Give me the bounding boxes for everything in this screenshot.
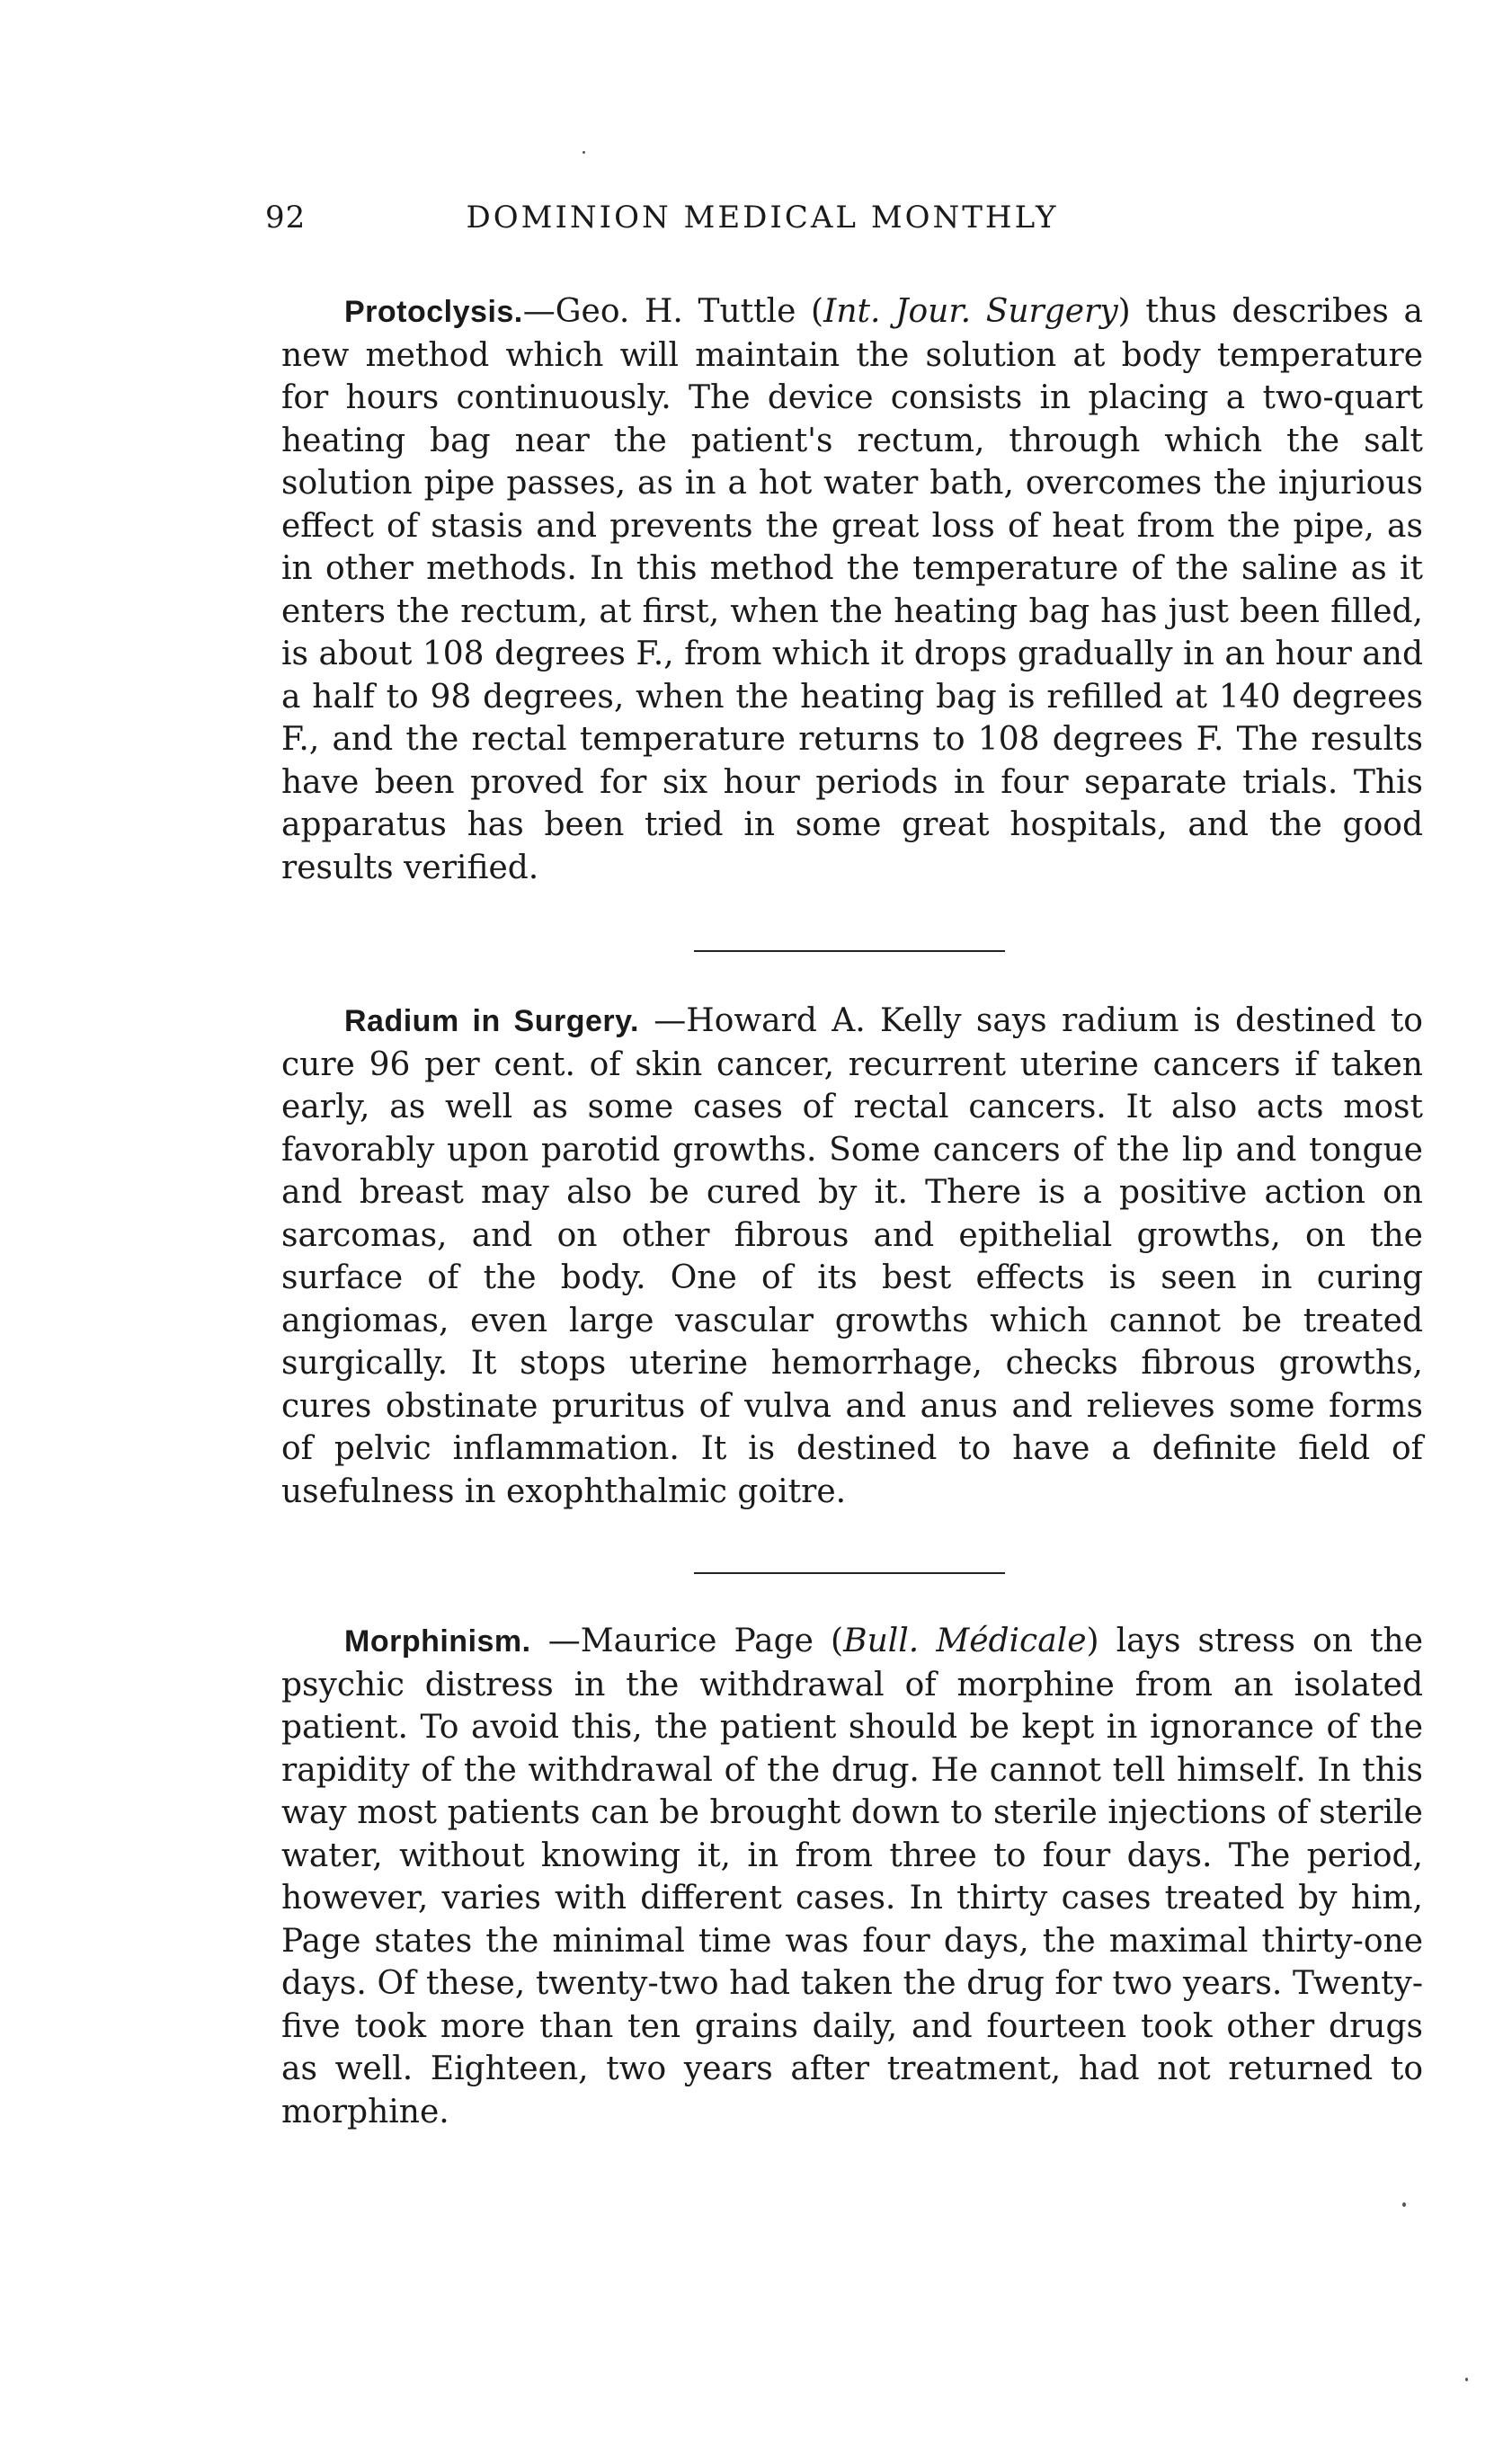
article-heading: Morphinism. [344, 1624, 531, 1659]
article-body: ) thus describes a new method which will maintain the solution at body temperature for hours continuously. The device consists in placing a two-quart heating bag near the patient's rectum, through which the salt solution pipe passes, as in a hot water bath, overcomes the injurious effect of stasis and prevents the great loss of heat from the pipe, as in other methods. In this method the temperature of the saline as it enters the rectum, at first, when the heating bag has just been filled, is about 108 degrees F., from which it drops gradually in an hour and a half to 98 degrees, when the heating bag is refilled at 140 degrees F., and the rectal temperature returns to 108 degrees F. The results have been proved for six hour periods in four separate trials. This apparatus has been tried in some great hospitals, and the good results verified. [281, 293, 1423, 886]
article-paragraph [281, 1000, 1423, 1513]
scan-speck [1402, 2202, 1406, 2207]
article-protoclysis [281, 290, 1423, 889]
article-morphinism [281, 1620, 1423, 2133]
section-divider [694, 1572, 1005, 1574]
article-paragraph [281, 290, 1423, 889]
scan-speck [1465, 2378, 1468, 2381]
article-heading: Protoclysis. [344, 295, 523, 329]
article-lead: —Maurice Page ( [530, 1623, 844, 1659]
article-lead: —Geo. H. Tuttle ( [522, 293, 824, 330]
section-divider [694, 950, 1005, 952]
scan-speck [583, 151, 585, 154]
article-body: —Howard A. Kelly says radium is destined to cure 96 per cent. of skin cancer, recurrent uterine cancers if taken early, as well as some cases of rectal cancers. It also acts most favorably upon parotid growths. Some cancers of the lip and tongue and breast may also be cured by it. There is a positive action on sarcomas, and on other fibrous and epithelial growths, on the surface of the body. One of its best effects is seen in curing angiomas, even large vascular growths which cannot be treated surgically. It stops uterine hemorrhage, checks fibrous growths, cures obstinate pruritus of vulva and anus and relieves some forms of pelvic inflammation. It is destined to have a definite field of usefulness in exophthalmic goitre. [281, 1002, 1423, 1510]
article-radium [281, 1000, 1423, 1513]
article-paragraph [281, 1620, 1423, 2133]
article-source: Int. Jour. Surgery [823, 293, 1118, 330]
running-title: DOMINION MEDICAL MONTHLY [466, 200, 1059, 236]
article-heading: Radium in Surgery. [344, 1004, 639, 1038]
article-body: ) lays stress on the psychic distress in the withdrawal of morphine from an isolated patient. To avoid this, the patient should be kept in ignorance of the rapidity of the withdrawal of the drug. He cannot tell himself. In this way most patients can be brought down to sterile injections of sterile water, without knowing it, in from three to four days. The period, however, varies with different cases. In thirty cases treated by him, Page states the minimal time was four days, the maximal thirty-one days. Of these, twenty-two had taken the drug for two years. Twenty-five took more than ten grains daily, and fourteen took other drugs as well. Eighteen, two years after treatment, had not returned to morphine. [281, 1623, 1423, 2130]
article-source: Bull. Médicale [843, 1623, 1087, 1659]
page-number: 92 [265, 200, 307, 236]
page-header [265, 200, 1205, 245]
